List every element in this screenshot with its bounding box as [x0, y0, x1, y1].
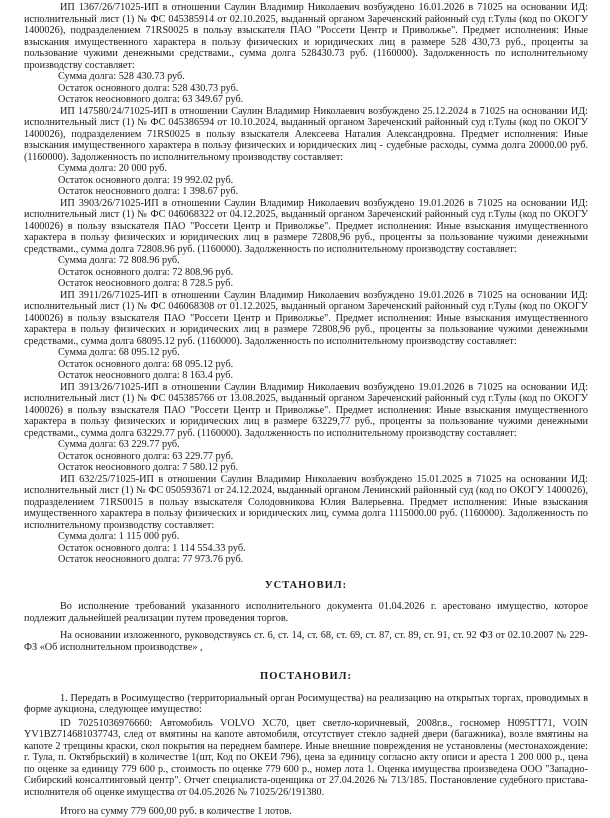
case-entry [24, 382, 588, 474]
total-line: Итого на сумму 779 600,00 руб. в количестве 1 лотов. [60, 806, 292, 817]
debt-secondary-remaining: Остаток неосновного долга: 8 728.5 руб. [58, 278, 233, 289]
case-debt-lines [58, 347, 588, 382]
debt-main-remaining: Остаток основного долга: 528 430.73 руб. [58, 82, 239, 94]
debt-total: Сумма долга: 68 095.12 руб. [58, 347, 180, 358]
case-debt-lines [58, 255, 588, 290]
debt-main-remaining: Остаток основного долга: 72 808.96 руб. [58, 266, 234, 278]
debt-main-remaining: Остаток основного долга: 63 229.77 руб. [58, 450, 234, 462]
transfer-paragraph: 1. Передать в Росимущество (территориальный орган Росимущества) на реализацию на открытых торгах, проводимых в форме аукциона, следующее имущество: [24, 692, 588, 715]
debt-secondary-remaining: Остаток неосновного долга: 8 163.4 руб. [58, 370, 233, 381]
case-entry [24, 106, 588, 198]
debt-total: Сумма долга: 528 430.73 руб. [58, 71, 185, 82]
debt-total: Сумма долга: 20 000 руб. [58, 163, 167, 174]
debt-secondary-remaining: Остаток неосновного долга: 1 398.67 руб. [58, 186, 239, 197]
case-text: ИП 3911/26/71025-ИП в отношении Саулин Владимир Николаевич возбуждено 19.01.2026 в 71025 на основании ИД: исполнительный лист (1) № ФС 046068308 от 01.12.2025, выданный органом Зареченский районный суд г.Тулы (код по ОКОГУ 1400026) в пользу взыскателя ПАО "Россети Центр и Приволжье". Предмет исполнения: Иные взыскания имущественного характера в пользу физических и юридических лиц в размере 72808,96 руб., проценты за пользование чужими денежными средствами., сумма долга 68095.12 руб. (1160000). Задолженность по исполнительному производству составляет: [24, 289, 588, 347]
case-debt-lines [58, 439, 588, 474]
case-entry [24, 474, 588, 566]
property-description: ID 70251036976660: Автомобиль VOLVO XC70, цвет светло-коричневый, 2008г.в., госномер Н095ТТ71, VOIN YV1BZ714681037743, след от вмятины на капоте автомобиля, отсутствует стекло задней двери (багажника), возле вмятины на капоте 2 трещины краски, скол покрытия на переднем бампере. Иные внешние повреждения не установлены (местонахождение: г. Тула, п. Октябрьский) в количестве 1(шт, Код по ОКЕИ 796), цена за единицу согласно акту описи и ареста 1 200 000 р., цена по оценке за единицу 779 600 р., стоимость по оценке 779 600 р., номер лота 1. Оценка имущества произведена ООО "Западно-Сибирский консалтинговый центр". Отчет специалиста-оценщика от 27.04.2026 № 713/185. Постановление судебного пристава-исполнителя об оценке имущества от 04.05.2026 № 71025/26/191380. [24, 717, 588, 798]
enforcement-cases [24, 0, 588, 566]
case-text: ИП 3913/26/71025-ИП в отношении Саулин Владимир Николаевич возбуждено 19.01.2026 в 71025 на основании ИД: исполнительный лист (1) № ФС 045385766 от 13.08.2025, выданный органом Зареченский районный суд г.Тулы (код по ОКОГУ 1400026) в пользу взыскателя ПАО "Россети Центр и Приволжье". Предмет исполнения: Иные взыскания имущественного характера в пользу физических и юридических лиц в размере 63229,77 руб., проценты за пользование чужими денежными средствами., сумма долга 63229.77 руб. (1160000). Задолженность по исполнительному производству составляет: [24, 381, 588, 439]
case-debt-lines [58, 71, 588, 106]
debt-total: Сумма долга: 1 115 000 руб. [58, 531, 180, 542]
case-text: ИП 3903/26/71025-ИП в отношении Саулин Владимир Николаевич возбуждено 19.01.2026 в 71025 на основании ИД: исполнительный лист (1) № ФС 046068322 от 04.12.2025, выданный органом Зареченский районный суд г.Тулы (код по ОКОГУ 1400026) в пользу взыскателя ПАО "Россети Центр и Приволжье". Предмет исполнения: Иные взыскания имущественного характера в пользу физических и юридических лиц в размере 72808,96 руб., проценты за пользование чужими денежными средствами., сумма долга 72808.96 руб. (1160000). Задолженность по исполнительному производству составляет: [24, 197, 588, 255]
case-debt-lines [58, 163, 588, 198]
debt-secondary-remaining: Остаток неосновного долга: 7 580.12 руб. [58, 462, 239, 473]
debt-main-remaining: Остаток основного долга: 1 114 554.33 руб. [58, 542, 246, 554]
section-heading-ustanovil: УСТАНОВИЛ: [264, 579, 348, 591]
debt-total: Сумма долга: 72 808.96 руб. [58, 255, 180, 266]
case-text: ИП 147580/24/71025-ИП в отношении Саулин Владимир Николаевич возбуждено 25.12.2024 в 71025 на основании ИД: исполнительный лист (1) № ФС 045386594 от 10.10.2024, выданный органом Зареченский районный суд г.Тулы (код по ОКОГУ 1400026), подразделением 71RS0025 в пользу взыскателя Алексеева Наталия Александровна. Предмет исполнения: Иные взыскания имущественного характера в пользу физических и юридических лиц - судебные расходы, сумма долга 20000.00 руб. (1160000). Задолженность по исполнительному производству составляет: [24, 105, 588, 163]
case-entry [24, 198, 588, 290]
debt-secondary-remaining: Остаток неосновного долга: 63 349.67 руб. [58, 94, 244, 105]
legal-basis-paragraph: На основании изложенного, руководствуясь ст. 6, ст. 14, ст. 68, ст. 69, ст. 87, ст. 89, ст. 91, ст. 92 ФЗ от 02.10.2007 № 229-ФЗ «Об исполнительном производстве» , [24, 630, 588, 653]
debt-main-remaining: Остаток основного долга: 19 992.02 руб. [58, 174, 234, 186]
case-entry [24, 290, 588, 382]
debt-secondary-remaining: Остаток неосновного долга: 77 973.76 руб. [58, 554, 244, 565]
case-debt-lines [58, 531, 588, 566]
ustanovil-paragraph: Во исполнение требований указанного исполнительного документа 01.04.2026 г. арестовано имущество, которое подлежит дальнейшей реализации путем проведения торгов. [24, 601, 588, 624]
debt-main-remaining: Остаток основного долга: 68 095.12 руб. [58, 358, 234, 370]
case-text: ИП 632/25/71025-ИП в отношении Саулин Владимир Николаевич возбуждено 15.01.2025 в 71025 на основании ИД: исполнительный лист (1) № ФС 050593671 от 24.12.2024, выданный органом Ленинский районный суд (код по ОКОГУ 1400026), подразделением 71RS0015 в пользу взыскателя Солодовникова Юлия Валерьевна. Предмет исполнения: Иные взыскания имущественного характера в пользу физических и юридических лиц, сумма долга 1115000.00 руб. (1160000). Задолженность по исполнительному производству составляет: [24, 473, 588, 531]
section-heading-postanovil: ПОСТАНОВИЛ: [260, 671, 352, 682]
case-entry [24, 2, 588, 106]
debt-total: Сумма долга: 63 229.77 руб. [58, 439, 180, 450]
case-text: ИП 1367/26/71025-ИП в отношении Саулин Владимир Николаевич возбуждено 16.01.2026 в 71025 на основании ИД: исполнительный лист (1) № ФС 045385914 от 02.10.2025, выданный органом Зареченский районный суд г.Тулы (код по ОКОГУ 1400026), подразделением 71RS0025 в пользу взыскателя ПАО "Россети Центр и Приволжье". Предмет исполнения: Иные взыскания имущественного характера в пользу физических и юридических лиц в размере 528 430,73 руб., проценты за пользование чужими денежными средствами., сумма долга 528430.73 руб. (1160000). Задолженность по исполнительному производству составляет: [24, 2, 588, 71]
